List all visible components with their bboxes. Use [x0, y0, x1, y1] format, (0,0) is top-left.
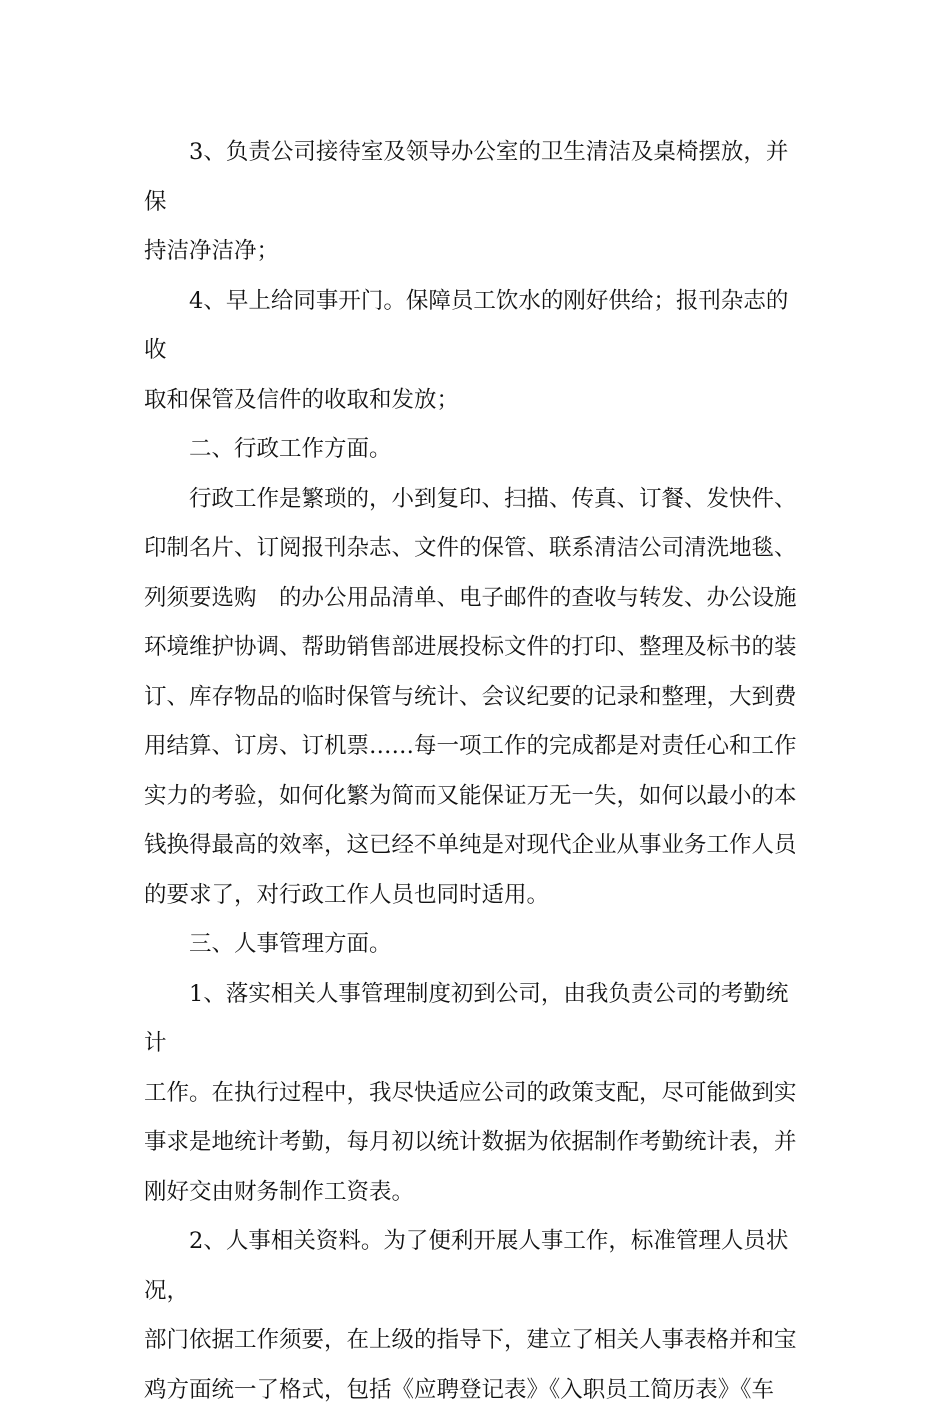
- document-body: [144, 128, 806, 1415]
- section-heading-administration: 二、行政工作方面。: [189, 436, 392, 462]
- section-heading-personnel: 三、人事管理方面。: [189, 931, 392, 957]
- paragraph-reception-cleaning: 3、负责公司接待室及领导办公室的卫生清洁及桌椅摆放，并保 持洁净洁净；: [144, 139, 789, 264]
- paragraph-attendance-statistics: 1、落实相关人事管理制度初到公司，由我负责公司的考勤统计 工作。在执行过程中，我尽快适应公司的政策支配，尽可能做到实 事求是地统计考勤，每月初以统计数据为依据制作考勤统计表，并 刚好交由财务制作工资表。: [144, 980, 797, 1205]
- paragraph-morning-duties: 4、早上给同事开门。保障员工饮水的刚好供给；报刊杂志的收 取和保管及信件的收取和发放；: [144, 287, 789, 413]
- paragraph-administration-work: 行政工作是繁琐的，小到复印、扫描、传真、订餐、发快件、 印制名片、订阅报刊杂志、文件的保管、联系清洁公司清洗地毯、 列须要选购 的办公用品清单、电子邮件的查收与转发、办公设施 环境维护协调、帮助销售部进展投标文件的打印、整理及标书的装 订、库存物品的临时保管与统计、会议纪要的记录和整理，大到费 用结算、订房、订机票……每一项工作的完成都是对责任心和工作 实力的考验，如何化繁为简而又能保证万无一失，如何以最小的本 钱换得最高的效率，这已经不单纯是对现代企业从事业务工作人员 的要求了，对行政工作人员也同时适用。: [144, 485, 797, 908]
- paragraph-personnel-records: 2、人事相关资料。为了便利开展人事工作，标准管理人员状况， 部门依据工作须要，在上级的指导下，建立了相关人事表格并和宝 鸡方面统一了格式，包括《应聘登记表》《入职员工简历表》《车: [144, 1228, 797, 1403]
